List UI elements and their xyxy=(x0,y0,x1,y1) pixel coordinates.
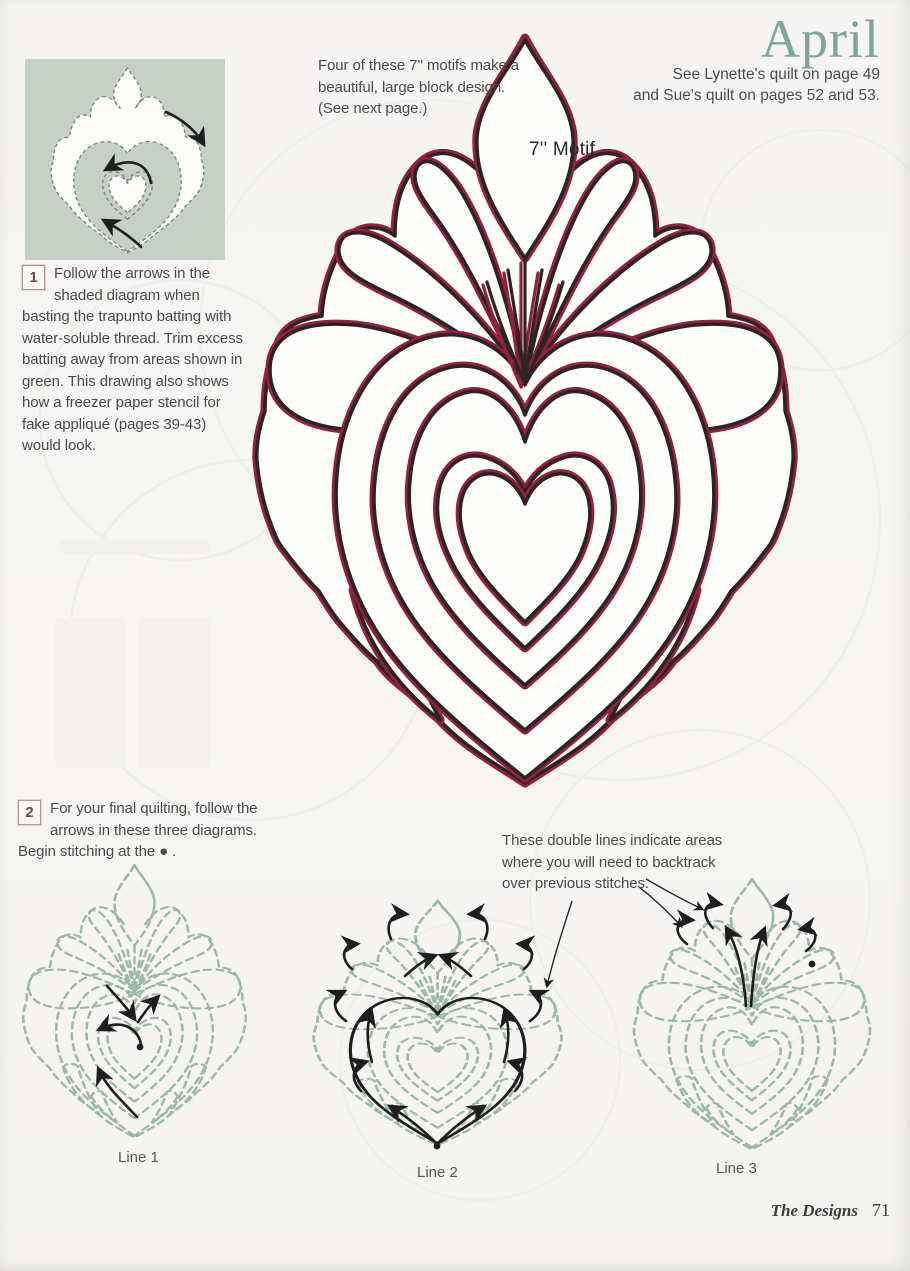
page-title: April xyxy=(761,9,880,69)
trapunto-motif-large xyxy=(257,38,793,783)
backtrack-note: These double lines indicate areas where you will need to backtrack over previous stitches. xyxy=(502,832,723,892)
step-2-text: For your final quilting, follow the arrows in these three diagrams. Begin stitching at the ● . xyxy=(18,800,258,860)
step-1-text: Follow the arrows in the shaded diagram when basting the trapunto batting with water-soluble thread. Trim excess batting away from areas shown in green. This drawing also shows how a freezer paper stencil for fake appliqué (pages 39-43) would look. xyxy=(22,265,243,454)
subtitle-line-2: and Sue's quilt on pages 52 and 53. xyxy=(633,87,880,104)
page-footer xyxy=(771,1200,890,1221)
step-1 xyxy=(22,263,248,457)
start-point-dot xyxy=(809,961,816,968)
line-2-label: Line 2 xyxy=(417,1164,458,1181)
shaded-basting-diagram xyxy=(25,59,225,260)
block-design-note: Four of these 7'' motifs make a beautiful, large block design. (See next page.) xyxy=(318,57,520,117)
step-2 xyxy=(18,798,260,863)
step-2-number-badge: 2 xyxy=(18,800,41,825)
line2-solid-stitch-path xyxy=(350,998,524,1143)
start-point-dot xyxy=(434,1143,441,1150)
start-point-dot xyxy=(137,1044,144,1051)
motif-size-label: 7'' Motif xyxy=(529,139,596,160)
page-number: 71 xyxy=(872,1200,890,1220)
quilting-diagram-line-3 xyxy=(634,879,870,1149)
page-subtitle xyxy=(633,64,880,106)
subtitle-line-1: See Lynette's quilt on page 49 xyxy=(672,66,880,83)
quilting-diagram-line-1 xyxy=(23,865,246,1138)
line-3-label: Line 3 xyxy=(716,1160,757,1177)
line-1-label: Line 1 xyxy=(118,1149,159,1166)
step-1-number-badge: 1 xyxy=(22,265,45,290)
book-title: The Designs xyxy=(770,1201,858,1220)
